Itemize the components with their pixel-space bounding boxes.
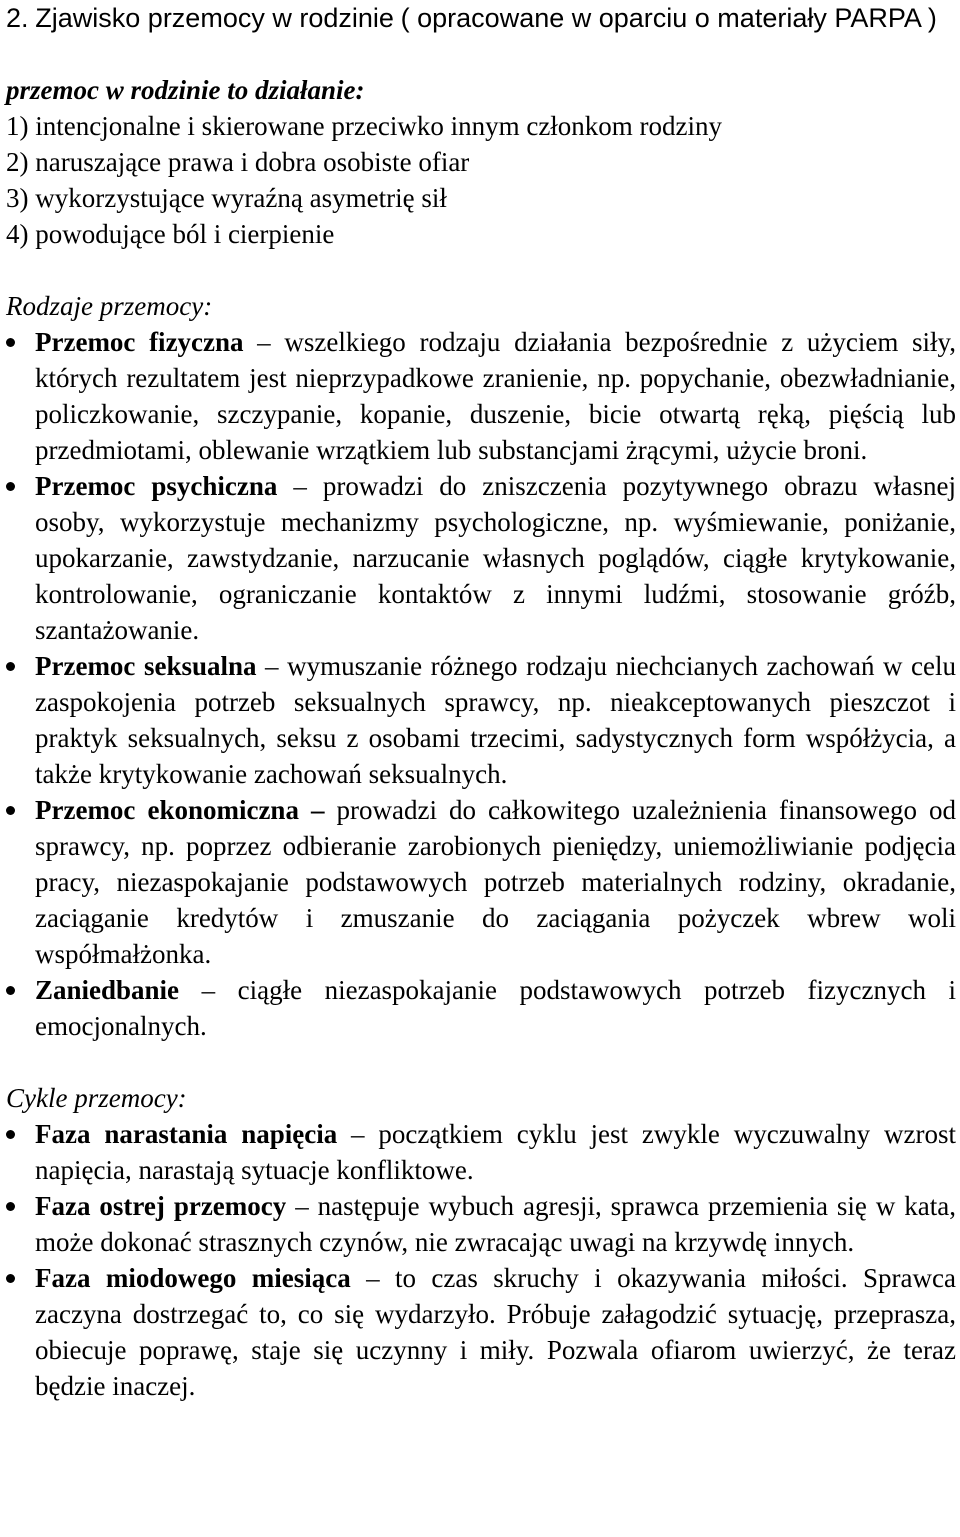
type-term: Przemoc seksualna — [35, 651, 257, 681]
type-description: wymuszanie różnego rodzaju niechcianych zachowań w celu zaspokojenia potrzeb seksualnych sprawcy, np. nieakceptowanych pieszczot i praktyk seksualnych, seksu z osobami trzecimi, sadystycznych form współżycia, a także krytykowanie zachowań seksualnych. — [35, 651, 957, 789]
type-description: wszelkiego rodzaju działania bezpośrednie z użyciem siły, których rezultatem jest nieprzypadkowe zranienie, np. popychanie, obezwładnianie, policzkowanie, szczypanie, kopanie, duszenie, bicie otwartą ręką, pięścią lub przedmiotami, oblewanie wrzątkiem lub substancjami żrącymi, użycie broni. — [35, 327, 956, 465]
type-psychological — [6, 468, 960, 648]
cycles-list — [6, 1116, 960, 1404]
type-term: Przemoc fizyczna — [35, 327, 244, 357]
type-dash: – — [256, 651, 288, 681]
section-title: Zjawisko przemocy w rodzinie — [35, 3, 394, 33]
cycle-term: Faza narastania napięcia — [35, 1119, 338, 1149]
type-term: Przemoc ekonomiczna – — [35, 795, 337, 825]
section-source: ( opracowane w oparciu o materiały PARPA ) — [400, 3, 937, 33]
bullet-icon — [6, 1202, 15, 1211]
cycle-honeymoon — [6, 1260, 960, 1404]
type-neglect — [6, 972, 960, 1044]
cycle-description: to czas skruchy i okazywania miłości. Sprawca zaczyna dostrzegać to, co się wydarzyło. Próbuje załagodzić sytuację, przeprasza, obiecuje poprawę, staje się uczynny i miły. Pozwala ofiarom uwierzyć, że teraz będzie inaczej. — [35, 1263, 956, 1401]
bullet-icon — [6, 806, 15, 815]
cycle-description: początkiem cyklu jest zwykle wyczuwalny wzrost napięcia, narastają sytuacje konfliktowe. — [35, 1119, 957, 1185]
cycle-dash: – — [350, 1263, 396, 1293]
bullet-icon — [6, 986, 15, 995]
type-description: prowadzi do całkowitego uzależnienia finansowego od sprawcy, np. poprzez odbieranie zarobionych pieniędzy, uniemożliwianie podjęcia pracy, niezaspokajanie podstawowych potrzeb materialnych rodziny, okradanie, zaciąganie kredytów i zmuszanie do zaciągania pożyczek wbrew woli współmałżonka. — [35, 795, 956, 969]
cycle-term: Faza ostrej przemocy — [35, 1191, 287, 1221]
type-economic — [6, 792, 960, 972]
cycle-acute — [6, 1188, 960, 1260]
type-sexual — [6, 648, 960, 792]
cycle-dash: – — [337, 1119, 379, 1149]
type-physical — [6, 324, 960, 468]
definition-item-3: 3) wykorzystujące wyraźną asymetrię sił — [6, 183, 447, 213]
definition-title: przemoc w rodzinie to działanie: — [6, 75, 365, 105]
type-dash: – — [179, 975, 238, 1005]
type-description: ciągłe niezaspokajanie podstawowych potrzeb fizycznych i emocjonalnych. — [35, 975, 956, 1041]
bullet-icon — [6, 482, 15, 491]
definition-item-4: 4) powodujące ból i cierpienie — [6, 219, 335, 249]
bullet-icon — [6, 662, 15, 671]
spacer — [6, 252, 960, 288]
type-description: prowadzi do zniszczenia pozytywnego obrazu własnej osoby, wykorzystuje mechanizmy psychologiczne, np. wyśmiewanie, poniżanie, upokarzanie, zawstydzanie, narzucanie własnych poglądów, ciągłe krytykowanie, kontrolowanie, ograniczanie kontaktów z innymi ludźmi, stosowanie gróźb, szantażowanie. — [35, 471, 956, 645]
type-dash: – — [277, 471, 323, 501]
spacer — [6, 1044, 960, 1080]
cycle-dash: – — [286, 1191, 318, 1221]
definition-item-1: 1) intencjonalne i skierowane przeciwko innym członkom rodziny — [6, 111, 723, 141]
section-number: 2. — [6, 3, 29, 33]
type-term: Zaniedbanie — [35, 975, 180, 1005]
section-heading — [6, 0, 960, 36]
types-label: Rodzaje przemocy: — [6, 291, 213, 321]
type-dash: – — [243, 327, 285, 357]
cycle-description: następuje wybuch agresji, sprawca przemienia się w kata, może dokonać strasznych czynów, nie zwracając uwagi na krzywdę innych. — [35, 1191, 957, 1257]
bullet-icon — [6, 1130, 15, 1139]
bullet-icon — [6, 1274, 15, 1283]
cycle-tension — [6, 1116, 960, 1188]
bullet-icon — [6, 338, 15, 347]
spacer — [6, 36, 960, 72]
definition-item-2: 2) naruszające prawa i dobra osobiste ofiar — [6, 147, 470, 177]
cycles-label: Cykle przemocy: — [6, 1083, 187, 1113]
types-list — [6, 324, 960, 1044]
type-term: Przemoc psychiczna — [35, 471, 278, 501]
cycle-term: Faza miodowego miesiąca — [35, 1263, 351, 1293]
